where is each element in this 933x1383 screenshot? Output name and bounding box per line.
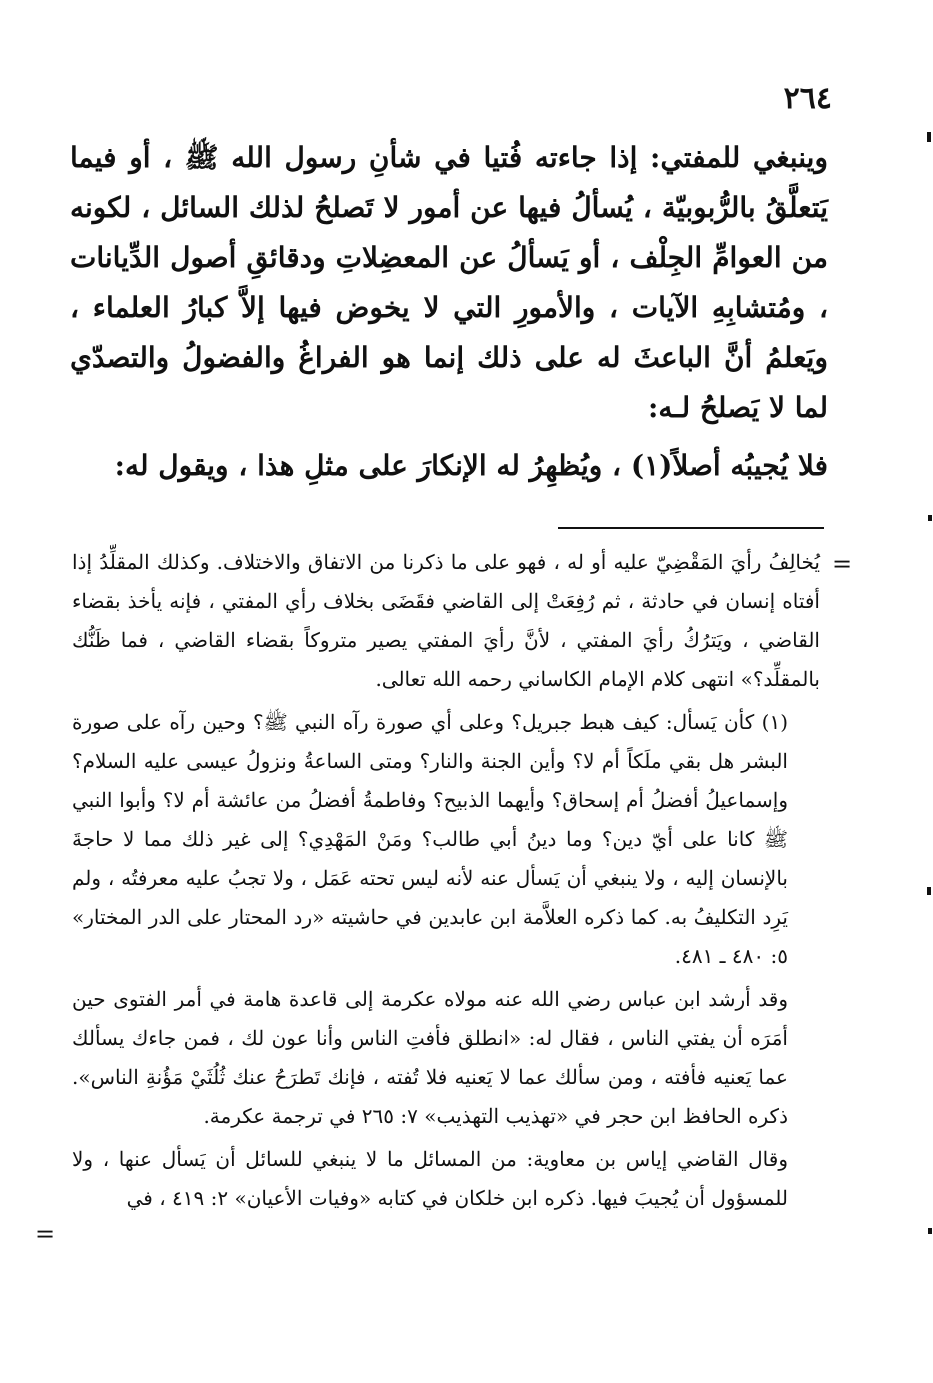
footnote-paragraph-3: وقال القاضي إياس بن معاوية: من المسائل ما لا ينبغي للسائل أن يَسأل عنها ، ولا للمسؤول أن يُجيبَ فيها. ذكره ابن خلكان في كتابه «وفيات الأعيان» ٢: ٤١٩ ، في	[72, 1147, 788, 1210]
main-paragraph-1: وينبغي للمفتي: إذا جاءته فُتيا في شأنِ رسول الله ﷺ ، أو فيما يَتعلَّقُ بالرُّبوبيّة ، يُسألُ فيها عن أمور لا تَصلحُ لذلك السائل ، لكونه من العوامِّ الجِلْف ، أو يَسألُ عن المعضِلاتِ ودقائقِ أصول الدِّيانات ، ومُتشابِهِ الآيات ، والأمورِ التي لا يخوض فيها إلاَّ كبارُ العلماء ، ويَعلمُ أنَّ الباعثَ له على ذلك إنما هو الفراغُ والفضولُ والتصدّي لما لا يَصلحُ لـه:	[70, 141, 828, 424]
footnote-paragraph-2: وقد أرشد ابن عباس رضي الله عنه مولاه عكرمة إلى قاعدة هامة في أمر الفتوى حين أمَرَه أن يفتي الناس ، فقال له: «انطلق فأفتِ الناس وأنا عون لك ، فمن جاءك يسألك عما يَعنيه فأفته ، ومن سألك عما لا يَعنيه فلا تُفته ، فإنك تَطرَحُ عنك ثُلُثَيْ مَؤُنةِ الناس». ذكره الحافظ ابن حجر في «تهذيب التهذيب» ٧: ٢٦٥ في ترجمة عكرمة.	[72, 987, 788, 1128]
footnotes-section	[72, 543, 820, 1218]
page-number: ٢٦٤	[783, 81, 832, 116]
continuation-mark-bottom: =	[35, 1220, 56, 1248]
main-text-body	[70, 133, 828, 491]
scan-edge-mark	[927, 132, 931, 142]
footnote-continuation: يُخالِفُ رأيَ المَقْضِيّ عليه أو له ، فهو على ما ذكرنا من الاتفاق والاختلاف. وكذلك المقلِّدُ إذا أفتاه إنسان في حادثة ، ثم رُفِعَتْ إلى القاضي فقَضَى بخلاف رأي المفتي ، فإنه يأخذ بقضاء القاضي ، ويَترُكُ رأيَ المفتي ، لأنَّ رأيَ المفتي يصير متروكاً بقضاء القاضي ، فما ظَنُّك بالمقلِّد؟» انتهى كلام الإمام الكاساني رحمه الله تعالى.	[72, 550, 820, 691]
main-paragraph-2: فلا يُجيبُه أصلاً(١) ، ويُظهِرُ له الإنكارَ على مثلِ هذا ، ويقول له:	[114, 449, 828, 482]
scan-edge-mark	[927, 887, 931, 895]
continuation-mark-top: =	[832, 550, 853, 578]
scan-edge-mark	[928, 515, 932, 521]
footnote-1: (١) كأن يَسأل: كيف هبط جبريل؟ وعلى أي صورة رآه النبي ﷺ؟ وحين رآه على صورة البشر هل بقي ملَكاً أم لا؟ وأين الجنة والنار؟ ومتى الساعةُ ونزولُ عيسى عليه السلام؟ وإسماعيلُ أفضلُ أم إسحاق؟ وأيهما الذبيح؟ وفاطمةُ أفضلُ من عائشة أم لا؟ وأبوا النبي ﷺ كانا على أيّ دين؟ وما دينُ أبي طالب؟ ومَنْ المَهْدِي؟ إلى غير ذلك مما لا حاجةَ بالإنسان إليه ، ولا ينبغي أن يَسأل عنه لأنه ليس تحته عَمَل ، ولا تجبُ عليه معرفتُه ، ولم يَرِد التكليفُ به. كما ذكره العلاَّمة ابن عابدين في حاشيته «رد المحتار على الدر المختار» ٥: ٤٨٠ ـ ٤٨١.	[72, 710, 788, 968]
footnote-separator	[558, 527, 824, 529]
scan-edge-mark	[928, 1228, 932, 1234]
